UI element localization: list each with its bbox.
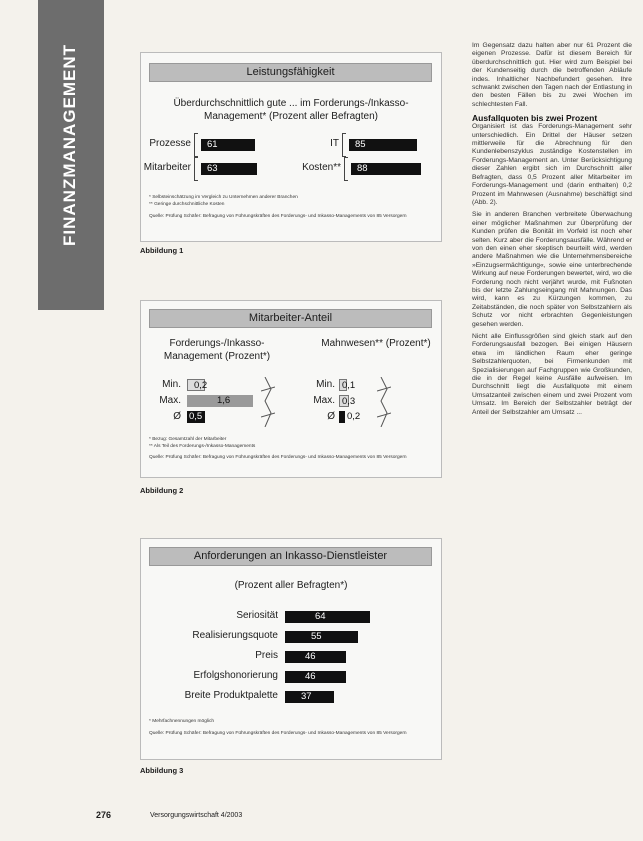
article-paragraph: Organisiert ist das Forderungs-Management sehr unterschiedlich. Ein Drittel der Häuser setzen mittlerweile für die Abrechnung für den Kundenlebenszyklus zuständige Kostenstellen im Forderungs-Management an. Unter Berücksichtigung dieser Zahlen ergibt sich im Durchschnitt aller Befragten, dass 0,5 Prozent aller Mitarbeiter im Forderungs-Management und (darin enthalten) 0,2 Prozent im Mahnwesen (Ausnahme) beschäftigt sind (Abb. 2). (472, 123, 632, 206)
figure-3-bar-preis: 46 (285, 651, 346, 663)
figure-1-bracket (342, 133, 346, 157)
figure-1-footnote: * Selbsteinschätzung im Vergleich zu Unternehmen anderer Branchen (149, 195, 298, 200)
figure-1-bracket (344, 157, 348, 181)
figure-2-left-label: Min. (162, 379, 181, 390)
figure-1-bar-mitarbeiter: 63 (201, 163, 257, 175)
figure-1-source: Quelle: Prüfung Schäfer: Befragung von Führungskräften des Forderungs- und Inkasso-Managements von 85 Versorgern (149, 214, 407, 219)
figure-2-caption: Abbildung 2 (140, 486, 184, 495)
figure-2-left-bar-avg: 0,5 (187, 411, 205, 423)
figure-1-bar-prozesse: 61 (201, 139, 255, 151)
figure-2-right-label: Ø (327, 411, 335, 422)
figure-2-title: Mitarbeiter-Anteil (149, 309, 432, 328)
figure-3-subtitle: (Prozent aller Befragten*) (234, 580, 348, 591)
figure-3-bar-realisierungsquote: 55 (285, 631, 358, 643)
figure-3-row-label: Erfolgshonorierung (193, 670, 278, 681)
figure-1-subtitle: Überdurchschnittlich gute ... im Forderungs-/Inkasso-Management* (Prozent aller Befragten) (173, 98, 409, 122)
figure-2-right-label: Max. (313, 395, 335, 406)
figure-2-left-bar-max: 1,6 (187, 395, 253, 407)
figure-1-bar-it: 85 (349, 139, 417, 151)
figure-2-left-bar-min: 0,2 (187, 379, 205, 391)
figure-1-bracket (194, 133, 198, 157)
figure-1-row-label: Kosten** (302, 162, 341, 173)
figure-2-left-heading: Forderungs-/Inkasso-Management (Prozent*) (163, 338, 271, 362)
figure-3-row-label: Realisierungsquote (192, 630, 278, 641)
article-subheading: Ausfallquoten bis zwei Prozent (472, 113, 598, 124)
axis-break-icon (261, 377, 275, 427)
article-paragraph: Nicht alle Einflussgrößen sind gleich stark auf den Forderungsausfall bezogen. Bei einigen Häusern etwa im ländlichen Raum eher geringe Selbstzahlerquoten, bei Firmenkunden mit Spezialisierungen auf Fachgruppen wie Großkunden, die in der Regel keine Ausfälle aufweisen. Im Durchschnitt liegt die Ausfallquote mit einem Umsatzanteil zwischen einem und zwei Prozent vom Umsatz. Im Bereich der Selbstzahler beträgt der Anteil der Selbstzahler am Umsatz ... (472, 333, 632, 416)
figure-1-bar-kosten: 88 (351, 163, 421, 175)
figure-2-right-bar-min: 0,1 (339, 379, 347, 391)
figure-3-box (140, 538, 442, 760)
figure-2-right-label: Min. (316, 379, 335, 390)
article-paragraph: Im Gegensatz dazu halten aber nur 61 Prozent die eigenen Prozesse. Dafür ist diesem Bereich für überdurchschnittlich gut. Hier wird zum Beispiel bei der Kundenseitig durch die betroffenden Abläufe indes. Inhaltlicher Nachbefundert gesehen. Ihre schwankt zwischen den Tagen nach der Entlastung in den besten Fällen bis zu zwei Wochen im schlechtesten Fall. (472, 42, 632, 108)
figure-3-bar-seriositaet: 64 (285, 611, 370, 623)
figure-3-footnote: * Mehrfachnennungen möglich (149, 719, 215, 724)
figure-2-footnote: * Bezug: Gesamtzahl der Mitarbeiter (149, 437, 227, 442)
article-paragraph: Sie in anderen Branchen verbreitete Überwachung einer möglicher Maßnahmen zur Überprüfung der Kunden prüfen die Bonität im Vorfeld ist noch eher selten. Kurz aber die Forderungsausfälle. Während er von den einen eher skeptisch beurteilt wird, werden andere Maßnahmen wie die Unternehmensbereiche »Einzugsermächtigung«, sowie eine unterbrechende Wirkung auf neue Forderungen bewertet, wird, wo die Forderung noch nicht verjährt wurde, mit Fußnoten bis der letzte Zahlungseingang mit Mahnungen. Das wird, kann es zu Kürzungen kommen, zu Zeitabständen, die noch später von Selbstzahlern als Schutz vor nicht erbrachten Gegenleistungen gesehen werden. (472, 211, 632, 328)
page-number: 276 (96, 810, 112, 820)
figure-3-source: Quelle: Prüfung Schäfer: Befragung von Führungskräften des Forderungs- und Inkasso-Managements von 85 Versorgern (149, 731, 407, 736)
figure-1-row-label: Mitarbeiter (143, 162, 191, 173)
figure-3-bar-produktpalette: 37 (285, 691, 334, 703)
figure-2-left-label: Ø (173, 411, 181, 422)
figure-3-bar-erfolgshonorierung: 46 (285, 671, 346, 683)
figure-3-row-label: Breite Produktpalette (184, 690, 278, 701)
figure-2-box (140, 300, 442, 478)
figure-2-footnote: ** Als Teil des Forderungs-/Inkasso-Managements (149, 444, 256, 449)
figure-2-right-bar-avg: 0,2 (339, 411, 347, 423)
figure-1-row-label: IT (330, 138, 339, 149)
figure-2-right-bar-max: 0,3 (339, 395, 349, 407)
figure-1-box (140, 52, 442, 242)
figure-1-row-label: Prozesse (149, 138, 191, 149)
figure-3-title: Anforderungen an Inkasso-Dienstleister (149, 547, 432, 566)
figure-3-row-label: Seriosität (236, 610, 278, 621)
article-text-column (472, 42, 632, 421)
figure-1-bracket (194, 157, 198, 181)
figure-2-source: Quelle: Prüfung Schäfer: Befragung von Führungskräften des Forderungs- und Inkasso-Managements von 85 Versorgern (149, 455, 407, 460)
publication-name: Versorgungswirtschaft 4/2003 (150, 812, 243, 819)
axis-break-icon (377, 377, 391, 427)
figure-3-caption: Abbildung 3 (140, 766, 184, 775)
figure-1-caption: Abbildung 1 (140, 246, 184, 255)
figure-1-title: Leistungsfähigkeit (149, 63, 432, 82)
figure-1-footnote: ** Geringe durchschnittliche Kosten (149, 202, 225, 207)
figure-2-right-heading: Mahnwesen** (Prozent*) (321, 338, 431, 349)
sidebar-section-label: FINANZMANAGEMENT (60, 43, 79, 246)
figure-2-left-label: Max. (159, 395, 181, 406)
figure-3-row-label: Preis (255, 650, 278, 661)
